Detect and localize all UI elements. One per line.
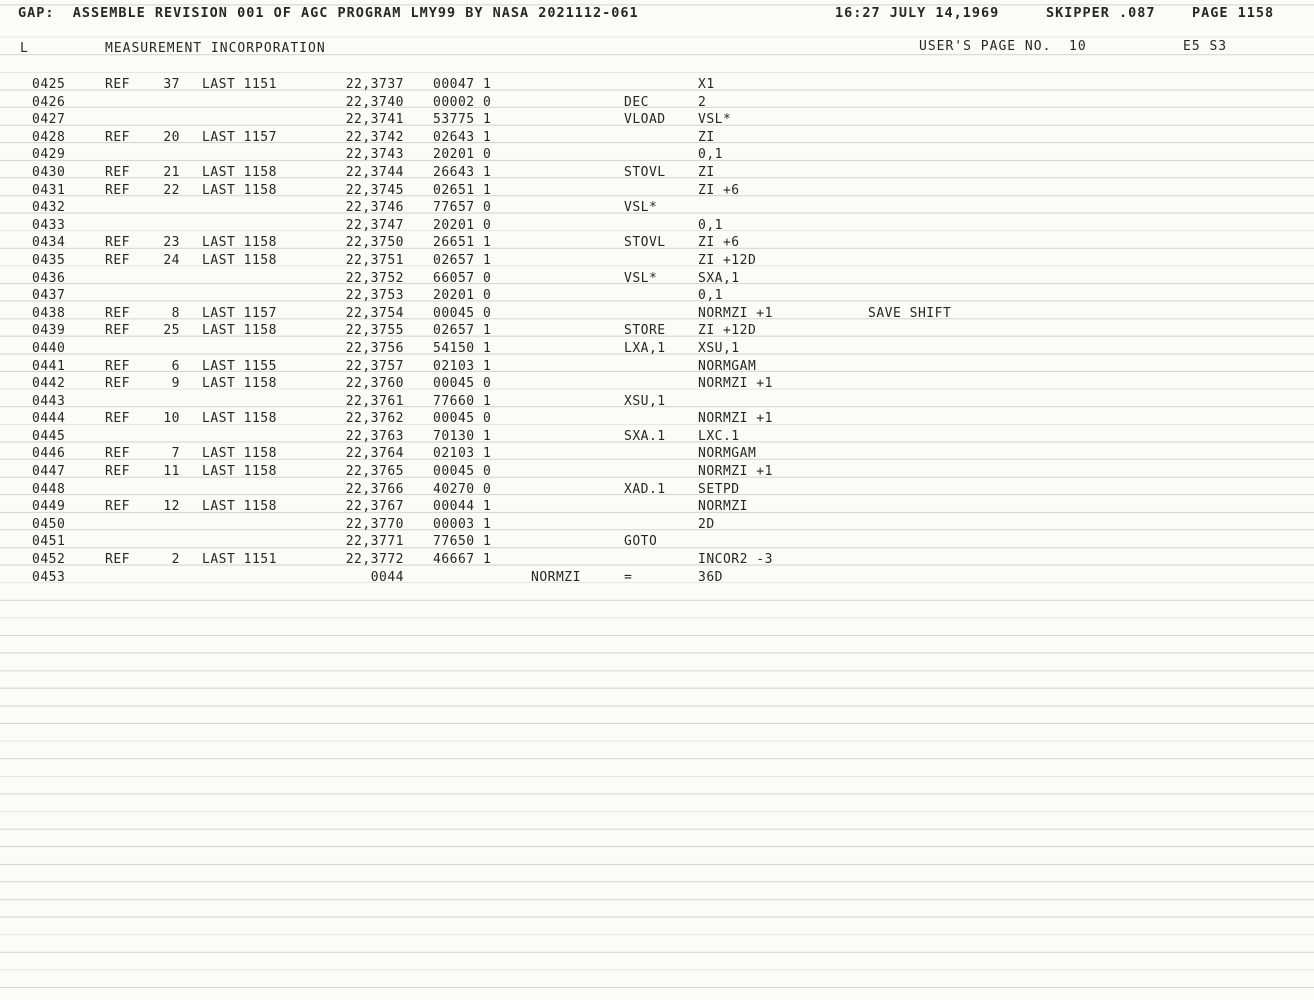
last-page-ref: LAST 1158	[202, 182, 277, 198]
opcode: =	[624, 569, 633, 585]
line-number: 0430	[32, 164, 66, 180]
operand: ZI +6	[698, 182, 740, 198]
opcode: VSL*	[624, 270, 658, 286]
operand: NORMZI +1	[698, 464, 773, 480]
listing-row	[0, 498, 1314, 516]
memory-address: 22,3760	[345, 376, 404, 392]
operand: SETPD	[698, 481, 740, 497]
listing-row	[0, 305, 1314, 323]
memory-address: 22,3761	[345, 393, 404, 409]
octal-word: 00045 0	[433, 376, 492, 392]
operand: NORMZI +1	[698, 411, 773, 427]
ref-label: REF	[105, 464, 130, 480]
line-number: 0425	[32, 77, 66, 92]
last-page-ref: LAST 1158	[202, 499, 277, 515]
memory-address: 22,3744	[345, 164, 404, 180]
octal-word: 53775 1	[433, 112, 492, 128]
listing-row	[0, 129, 1314, 147]
operand: NORMZI	[698, 499, 748, 515]
line-number: 0446	[32, 446, 66, 462]
ref-label: REF	[105, 164, 130, 180]
listing-row	[0, 270, 1314, 288]
line-number: 0438	[32, 305, 66, 321]
ref-label: REF	[105, 77, 130, 92]
ref-label: REF	[105, 446, 130, 462]
listing-row	[0, 76, 1314, 94]
memory-address: 0044	[370, 569, 404, 585]
opcode: VSL*	[624, 200, 658, 216]
opcode: XSU,1	[624, 393, 666, 409]
octal-word: 77660 1	[433, 393, 492, 409]
line-number: 0445	[32, 428, 66, 444]
line-number: 0431	[32, 182, 66, 198]
ref-count: 10	[163, 411, 180, 427]
line-number: 0435	[32, 252, 66, 268]
ref-count: 23	[163, 235, 180, 251]
ref-count: 6	[171, 358, 180, 374]
listing-row	[0, 428, 1314, 446]
line-number: 0426	[32, 94, 66, 110]
listing-row	[0, 111, 1314, 129]
log-section-code: E5 S3	[1183, 39, 1228, 54]
listing-row	[0, 569, 1314, 587]
last-page-ref: LAST 1157	[202, 129, 277, 145]
line-number: 0433	[32, 217, 66, 233]
ref-count: 25	[163, 323, 180, 339]
last-page-ref: LAST 1158	[202, 252, 277, 268]
ref-count: 9	[171, 376, 180, 392]
memory-address: 22,3762	[345, 411, 404, 427]
line-number: 0436	[32, 270, 66, 286]
memory-address: 22,3751	[345, 252, 404, 268]
octal-word: 00044 1	[433, 499, 492, 515]
listing-row	[0, 410, 1314, 428]
octal-word: 40270 0	[433, 481, 492, 497]
listing-row	[0, 234, 1314, 252]
ref-label: REF	[105, 323, 130, 339]
listing-row	[0, 481, 1314, 499]
memory-address: 22,3742	[345, 129, 404, 145]
operand: ZI +12D	[698, 252, 757, 268]
operator-id: SKIPPER .087	[1046, 5, 1156, 21]
memory-address: 22,3740	[345, 94, 404, 110]
last-page-ref: LAST 1158	[202, 376, 277, 392]
ref-count: 8	[171, 305, 180, 321]
octal-word: 26651 1	[433, 235, 492, 251]
ref-label: REF	[105, 499, 130, 515]
symbol-tag: NORMZI	[531, 569, 581, 585]
line-number: 0448	[32, 481, 66, 497]
opcode: GOTO	[624, 534, 658, 550]
memory-address: 22,3752	[345, 270, 404, 286]
memory-address: 22,3754	[345, 305, 404, 321]
ref-count: 21	[163, 164, 180, 180]
ref-label: REF	[105, 235, 130, 251]
octal-word: 00045 0	[433, 411, 492, 427]
octal-word: 02103 1	[433, 446, 492, 462]
listing-row	[0, 164, 1314, 182]
line-number: 0427	[32, 112, 66, 128]
last-page-ref: LAST 1158	[202, 464, 277, 480]
memory-address: 22,3755	[345, 323, 404, 339]
ref-count: 37	[163, 77, 180, 92]
operand: ZI	[698, 164, 715, 180]
octal-word: 00045 0	[433, 464, 492, 480]
octal-word: 02103 1	[433, 358, 492, 374]
operand: NORMZI +1	[698, 305, 773, 321]
operand: 2D	[698, 516, 715, 532]
line-number: 0442	[32, 376, 66, 392]
memory-address: 22,3745	[345, 182, 404, 198]
memory-address: 22,3741	[345, 112, 404, 128]
memory-address: 22,3766	[345, 481, 404, 497]
octal-word: 02657 1	[433, 252, 492, 268]
octal-word: 20201 0	[433, 217, 492, 233]
listing-row	[0, 252, 1314, 270]
listing-row	[0, 217, 1314, 235]
line-number: 0429	[32, 147, 66, 163]
line-number: 0452	[32, 552, 66, 568]
memory-address: 22,3757	[345, 358, 404, 374]
operand: XSU,1	[698, 340, 740, 356]
listing-row	[0, 393, 1314, 411]
memory-address: 22,3765	[345, 464, 404, 480]
ref-label: REF	[105, 376, 130, 392]
operand: ZI +6	[698, 235, 740, 251]
operand: SXA,1	[698, 270, 740, 286]
octal-word: 00003 1	[433, 516, 492, 532]
memory-address: 22,3764	[345, 446, 404, 462]
memory-address: 22,3763	[345, 428, 404, 444]
ref-label: REF	[105, 129, 130, 145]
octal-word: 02651 1	[433, 182, 492, 198]
ref-count: 24	[163, 252, 180, 268]
last-page-ref: LAST 1151	[202, 552, 277, 568]
comment: SAVE SHIFT	[868, 305, 952, 321]
memory-address: 22,3770	[345, 516, 404, 532]
line-number: 0439	[32, 323, 66, 339]
octal-word: 00045 0	[433, 305, 492, 321]
line-number: 0449	[32, 499, 66, 515]
octal-word: 54150 1	[433, 340, 492, 356]
last-page-ref: LAST 1158	[202, 446, 277, 462]
last-page-ref: LAST 1155	[202, 358, 277, 374]
operand: NORMZI +1	[698, 376, 773, 392]
memory-address: 22,3750	[345, 235, 404, 251]
opcode: DEC	[624, 94, 649, 110]
line-number: 0451	[32, 534, 66, 550]
line-number: 0437	[32, 288, 66, 304]
operand: 0,1	[698, 288, 723, 304]
line-number: 0443	[32, 393, 66, 409]
octal-word: 00047 1	[433, 77, 492, 92]
memory-address: 22,3737	[345, 77, 404, 92]
assembly-datetime: 16:27 JULY 14,1969	[835, 5, 1000, 21]
octal-word: 46667 1	[433, 552, 492, 568]
ref-count: 7	[171, 446, 180, 462]
ref-label: REF	[105, 358, 130, 374]
last-page-ref: LAST 1151	[202, 77, 277, 92]
opcode: STOVL	[624, 164, 666, 180]
operand: NORMGAM	[698, 446, 757, 462]
memory-address: 22,3747	[345, 217, 404, 233]
assembly-title: GAP: ASSEMBLE REVISION 001 OF AGC PROGRAM LMY99 BY NASA 2021112-061	[18, 5, 639, 21]
line-number: 0440	[32, 340, 66, 356]
listing-row	[0, 182, 1314, 200]
octal-word: 02643 1	[433, 129, 492, 145]
ref-count: 11	[163, 464, 180, 480]
operand: NORMGAM	[698, 358, 757, 374]
ref-label: REF	[105, 411, 130, 427]
listing-row	[0, 199, 1314, 217]
operand: LXC.1	[698, 428, 740, 444]
operand: VSL*	[698, 112, 732, 128]
memory-address: 22,3771	[345, 534, 404, 550]
octal-word: 00002 0	[433, 94, 492, 110]
line-number: 0444	[32, 411, 66, 427]
listing-row	[0, 516, 1314, 534]
listing-marker: L	[20, 41, 29, 56]
section-title: MEASUREMENT INCORPORATION	[105, 41, 326, 56]
last-page-ref: LAST 1158	[202, 164, 277, 180]
operand: 0,1	[698, 147, 723, 163]
listing-row	[0, 287, 1314, 305]
last-page-ref: LAST 1158	[202, 323, 277, 339]
octal-word: 66057 0	[433, 270, 492, 286]
octal-word: 20201 0	[433, 288, 492, 304]
last-page-ref: LAST 1158	[202, 411, 277, 427]
ref-count: 22	[163, 182, 180, 198]
line-number: 0441	[32, 358, 66, 374]
line-number: 0432	[32, 200, 66, 216]
operand: 2	[698, 94, 707, 110]
memory-address: 22,3772	[345, 552, 404, 568]
ref-label: REF	[105, 305, 130, 321]
listing-row	[0, 358, 1314, 376]
ref-count: 2	[171, 552, 180, 568]
line-number: 0450	[32, 516, 66, 532]
opcode: STORE	[624, 323, 666, 339]
opcode: LXA,1	[624, 340, 666, 356]
listing-row	[0, 551, 1314, 569]
operand: ZI	[698, 129, 715, 145]
octal-word: 77657 0	[433, 200, 492, 216]
memory-address: 22,3743	[345, 147, 404, 163]
line-number: 0428	[32, 129, 66, 145]
listing-row	[0, 445, 1314, 463]
last-page-ref: LAST 1158	[202, 235, 277, 251]
listing-rows	[0, 76, 1314, 586]
users-page-number: USER'S PAGE NO. 10	[919, 39, 1087, 54]
listing-row	[0, 340, 1314, 358]
line-number: 0453	[32, 569, 66, 585]
memory-address: 22,3767	[345, 499, 404, 515]
line-number: 0447	[32, 464, 66, 480]
operand: ZI +12D	[698, 323, 757, 339]
listing-row	[0, 463, 1314, 481]
operand: 36D	[698, 569, 723, 585]
listing-row	[0, 94, 1314, 112]
ref-count: 12	[163, 499, 180, 515]
opcode: XAD.1	[624, 481, 666, 497]
operand: 0,1	[698, 217, 723, 233]
octal-word: 02657 1	[433, 323, 492, 339]
ref-count: 20	[163, 129, 180, 145]
opcode: VLOAD	[624, 112, 666, 128]
last-page-ref: LAST 1157	[202, 305, 277, 321]
octal-word: 77650 1	[433, 534, 492, 550]
line-number: 0434	[32, 235, 66, 251]
page-number: PAGE 1158	[1192, 5, 1275, 21]
ref-label: REF	[105, 182, 130, 198]
memory-address: 22,3753	[345, 288, 404, 304]
opcode: STOVL	[624, 235, 666, 251]
ref-label: REF	[105, 552, 130, 568]
listing-row	[0, 375, 1314, 393]
memory-address: 22,3746	[345, 200, 404, 216]
operand: INCOR2 -3	[698, 552, 773, 568]
opcode: SXA.1	[624, 428, 666, 444]
octal-word: 70130 1	[433, 428, 492, 444]
listing-row	[0, 146, 1314, 164]
octal-word: 26643 1	[433, 164, 492, 180]
ref-label: REF	[105, 252, 130, 268]
octal-word: 20201 0	[433, 147, 492, 163]
listing-row	[0, 533, 1314, 551]
listing-row	[0, 322, 1314, 340]
operand: X1	[698, 77, 715, 92]
memory-address: 22,3756	[345, 340, 404, 356]
